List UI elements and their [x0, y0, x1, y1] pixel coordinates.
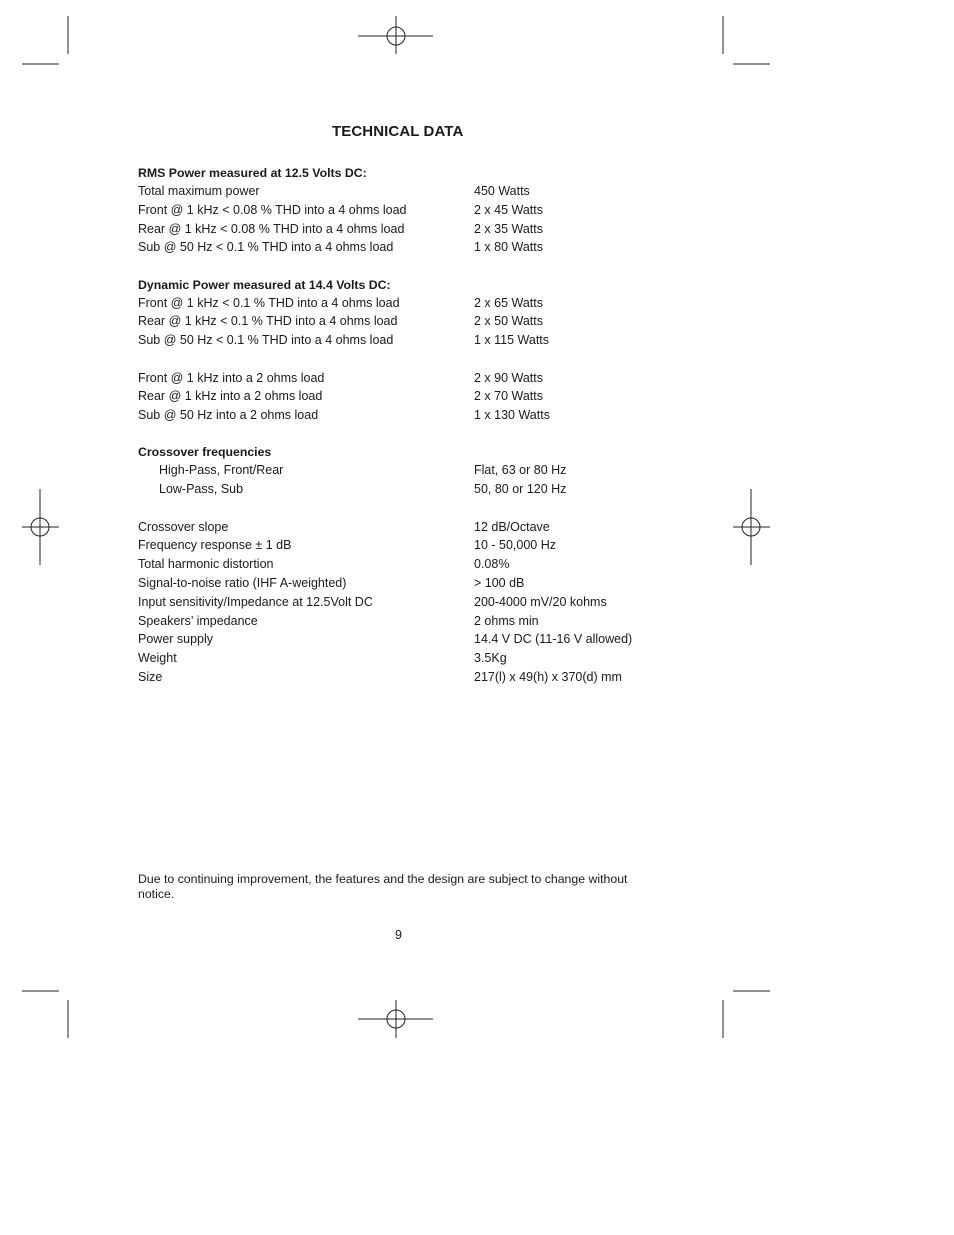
spec-row [138, 668, 658, 687]
spec-section [138, 518, 658, 687]
spec-label: Rear @ 1 kHz < 0.08 % THD into a 4 ohms load [138, 221, 405, 236]
spec-row [138, 406, 658, 425]
spec-value: 0.08% [474, 557, 510, 572]
spec-row [138, 238, 658, 257]
spec-value: 14.4 V DC (11-16 V allowed) [474, 632, 633, 647]
spec-row [138, 201, 658, 220]
spec-value: 2 x 50 Watts [474, 314, 544, 329]
spec-row [138, 518, 658, 537]
spec-label: Front @ 1 kHz < 0.08 % THD into a 4 ohms load [138, 202, 407, 217]
spec-label: Input sensitivity/Impedance at 12.5Volt DC [138, 594, 373, 609]
spec-value: 2 x 35 Watts [474, 221, 544, 236]
spec-row [138, 312, 658, 331]
spec-value: > 100 dB [474, 575, 525, 590]
spec-label: Sub @ 50 Hz < 0.1 % THD into a 4 ohms load [138, 333, 394, 348]
spec-row [138, 294, 658, 313]
spec-label: Weight [138, 651, 177, 666]
spec-label: Crossover slope [138, 519, 229, 534]
registration-mark-icon [22, 489, 59, 565]
spec-value: 2 x 70 Watts [474, 389, 544, 404]
section-heading: RMS Power measured at 12.5 Volts DC: [138, 166, 367, 180]
spec-row [138, 182, 658, 201]
spec-label: Size [138, 669, 163, 684]
spec-row [138, 480, 658, 499]
section-heading: Dynamic Power measured at 14.4 Volts DC: [138, 277, 391, 292]
spec-row [138, 649, 658, 668]
spec-row [138, 593, 658, 612]
spec-label: Rear @ 1 kHz into a 2 ohms load [138, 389, 323, 404]
spec-value: 1 x 80 Watts [474, 240, 544, 255]
spec-row [138, 220, 658, 239]
spec-label: Front @ 1 kHz into a 2 ohms load [138, 370, 325, 385]
registration-mark-icon [733, 489, 770, 565]
spec-value: 450 Watts [474, 184, 530, 198]
registration-mark-icon [358, 1000, 433, 1038]
registration-mark-icon [358, 16, 433, 54]
spec-label: High-Pass, Front/Rear [159, 463, 284, 478]
spec-value: 2 x 45 Watts [474, 202, 544, 217]
footnote: Due to continuing improvement, the features and the design are subject to change without notice. [138, 872, 628, 901]
spec-row [138, 612, 658, 631]
spec-value: Flat, 63 or 80 Hz [474, 463, 567, 478]
spec-value: 2 x 65 Watts [474, 295, 544, 310]
spec-section [138, 369, 658, 425]
spec-row [138, 369, 658, 388]
spec-row [138, 331, 658, 350]
spec-label: Sub @ 50 Hz into a 2 ohms load [138, 408, 319, 423]
spec-label: Frequency response ± 1 dB [138, 538, 292, 553]
spec-value: 1 x 115 Watts [474, 333, 550, 348]
spec-value: 217(l) x 49(h) x 370(d) mm [474, 669, 622, 684]
spec-value: 1 x 130 Watts [474, 408, 550, 423]
spec-label: Rear @ 1 kHz < 0.1 % THD into a 4 ohms load [138, 314, 398, 329]
spec-label: Speakers’ impedance [138, 613, 258, 628]
spec-section [138, 276, 658, 350]
spec-label: Signal-to-noise ratio (IHF A-weighted) [138, 575, 347, 590]
spec-value: 2 x 90 Watts [474, 370, 544, 385]
spec-section [138, 443, 658, 499]
spec-value: 2 ohms min [474, 613, 539, 628]
spec-value: 3.5Kg [474, 651, 507, 666]
spec-row [138, 574, 658, 593]
page-number: 9 [395, 928, 402, 942]
spec-label: Sub @ 50 Hz < 0.1 % THD into a 4 ohms load [138, 240, 394, 255]
page-title: TECHNICAL DATA [332, 123, 464, 140]
spec-row [138, 387, 658, 406]
spec-section [138, 164, 658, 257]
spec-value: 200-4000 mV/20 kohms [474, 594, 607, 609]
spec-label: Front @ 1 kHz < 0.1 % THD into a 4 ohms load [138, 295, 400, 310]
spec-value: 10 - 50,000 Hz [474, 538, 556, 553]
spec-label: Total maximum power [138, 184, 260, 198]
spec-value: 50, 80 or 120 Hz [474, 482, 567, 497]
section-heading: Crossover frequencies [138, 445, 272, 460]
spec-row [138, 630, 658, 649]
spec-value: 12 dB/Octave [474, 519, 550, 534]
spec-label: Power supply [138, 632, 214, 647]
spec-row [138, 555, 658, 574]
spec-row [138, 536, 658, 555]
spec-label: Total harmonic distortion [138, 557, 274, 572]
spec-label: Low-Pass, Sub [159, 482, 244, 497]
spec-table [138, 164, 658, 705]
spec-row [138, 461, 658, 480]
